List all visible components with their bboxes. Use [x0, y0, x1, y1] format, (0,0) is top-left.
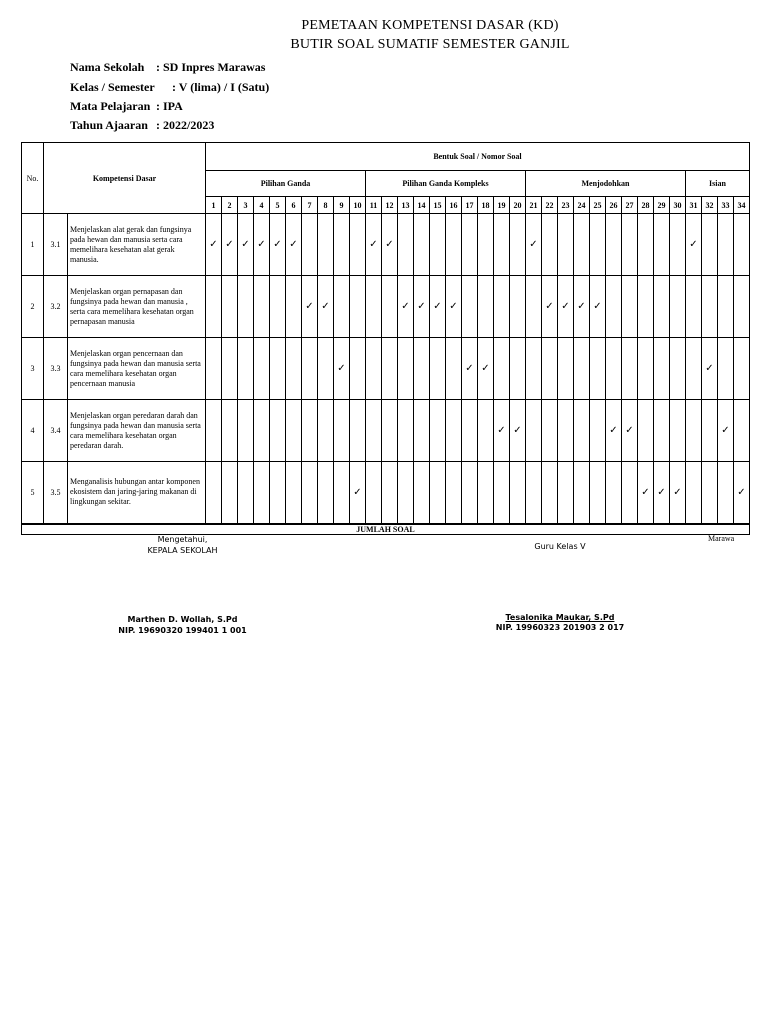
- check-cell: [366, 462, 382, 524]
- row-number: 4: [22, 400, 44, 462]
- check-cell: [654, 214, 670, 276]
- check-cell: [734, 400, 750, 462]
- check-cell: ✓: [526, 214, 542, 276]
- check-cell: [206, 276, 222, 338]
- check-cell: [478, 462, 494, 524]
- check-cell: ✓: [238, 214, 254, 276]
- question-number: 19: [494, 197, 510, 214]
- info-year: [70, 118, 214, 133]
- check-cell: [638, 214, 654, 276]
- check-cell: ✓: [382, 214, 398, 276]
- check-cell: [622, 462, 638, 524]
- check-cell: [302, 338, 318, 400]
- check-cell: [334, 462, 350, 524]
- check-cell: [638, 276, 654, 338]
- check-cell: [334, 400, 350, 462]
- check-cell: [430, 214, 446, 276]
- check-cell: [238, 276, 254, 338]
- check-cell: [670, 214, 686, 276]
- check-cell: [318, 338, 334, 400]
- check-cell: [398, 400, 414, 462]
- question-number: 29: [654, 197, 670, 214]
- check-cell: [558, 400, 574, 462]
- bentuk-soal-header: Bentuk Soal / Nomor Soal: [206, 143, 750, 171]
- check-cell: [526, 462, 542, 524]
- kepala-sekolah-title: KEPALA SEKOLAH: [147, 546, 218, 555]
- check-cell: [206, 462, 222, 524]
- check-cell: [398, 338, 414, 400]
- check-cell: [222, 400, 238, 462]
- check-cell: ✓: [414, 276, 430, 338]
- check-cell: [702, 214, 718, 276]
- guru-kelas-nip: NIP. 19960323 201903 2 017: [495, 623, 625, 632]
- info-value: : 2022/2023: [156, 118, 215, 132]
- kd-description: Menjelaskan alat gerak dan fungsinya pada hewan dan manusia serta cara memelihara kesehatan alat gerak manusia.: [68, 214, 206, 276]
- question-number: 6: [286, 197, 302, 214]
- question-number: 33: [718, 197, 734, 214]
- table-row: [22, 276, 750, 338]
- check-cell: [526, 400, 542, 462]
- question-number: 7: [302, 197, 318, 214]
- table-row: [22, 214, 750, 276]
- check-cell: [622, 214, 638, 276]
- check-cell: [206, 400, 222, 462]
- row-number: 1: [22, 214, 44, 276]
- check-cell: [670, 276, 686, 338]
- check-cell: ✓: [494, 400, 510, 462]
- question-number: 30: [670, 197, 686, 214]
- check-cell: [286, 462, 302, 524]
- check-cell: [510, 462, 526, 524]
- row-number: 3: [22, 338, 44, 400]
- question-number: 12: [382, 197, 398, 214]
- question-number: 16: [446, 197, 462, 214]
- check-cell: [462, 276, 478, 338]
- check-cell: ✓: [222, 214, 238, 276]
- check-cell: [590, 400, 606, 462]
- kd-code: 3.1: [44, 214, 68, 276]
- check-cell: [542, 338, 558, 400]
- check-cell: [670, 400, 686, 462]
- info-school: [70, 60, 265, 75]
- check-cell: [366, 276, 382, 338]
- check-cell: ✓: [718, 400, 734, 462]
- table-row: [22, 462, 750, 524]
- check-cell: [414, 338, 430, 400]
- check-cell: ✓: [334, 338, 350, 400]
- check-cell: [318, 400, 334, 462]
- question-number: 10: [350, 197, 366, 214]
- check-cell: ✓: [702, 338, 718, 400]
- check-cell: [302, 462, 318, 524]
- question-number: 13: [398, 197, 414, 214]
- place-date-partial: Marawa: [708, 534, 735, 543]
- check-cell: [686, 400, 702, 462]
- check-cell: [206, 338, 222, 400]
- check-cell: ✓: [318, 276, 334, 338]
- check-cell: [734, 214, 750, 276]
- check-cell: [286, 400, 302, 462]
- check-cell: [350, 276, 366, 338]
- question-number: 31: [686, 197, 702, 214]
- kd-code: 3.4: [44, 400, 68, 462]
- check-cell: [414, 462, 430, 524]
- kd-mapping-table: [21, 142, 750, 535]
- check-cell: [526, 338, 542, 400]
- check-cell: [254, 400, 270, 462]
- check-cell: [238, 462, 254, 524]
- question-number: 9: [334, 197, 350, 214]
- check-cell: [494, 214, 510, 276]
- check-cell: [382, 400, 398, 462]
- check-cell: [702, 276, 718, 338]
- check-cell: [270, 462, 286, 524]
- check-cell: [478, 214, 494, 276]
- check-cell: [462, 462, 478, 524]
- check-cell: [382, 338, 398, 400]
- check-cell: ✓: [254, 214, 270, 276]
- info-subject: [70, 99, 183, 114]
- check-cell: ✓: [398, 276, 414, 338]
- check-cell: [238, 400, 254, 462]
- check-cell: [494, 462, 510, 524]
- check-cell: [558, 338, 574, 400]
- question-number: 5: [270, 197, 286, 214]
- check-cell: ✓: [622, 400, 638, 462]
- question-number: 22: [542, 197, 558, 214]
- check-cell: [238, 338, 254, 400]
- check-cell: [254, 276, 270, 338]
- check-cell: [606, 276, 622, 338]
- check-cell: [510, 338, 526, 400]
- check-cell: [590, 338, 606, 400]
- check-cell: [638, 400, 654, 462]
- question-number: 28: [638, 197, 654, 214]
- check-cell: [686, 276, 702, 338]
- group-header: Pilihan Ganda Kompleks: [366, 171, 526, 197]
- question-number: 11: [366, 197, 382, 214]
- question-number: 32: [702, 197, 718, 214]
- col-no-header: No.: [22, 143, 44, 214]
- group-header: Pilihan Ganda: [206, 171, 366, 197]
- check-cell: [334, 276, 350, 338]
- check-cell: ✓: [574, 276, 590, 338]
- question-number: 8: [318, 197, 334, 214]
- info-class: [70, 80, 269, 95]
- check-cell: [302, 214, 318, 276]
- document-title: PEMETAAN KOMPETENSI DASAR (KD): [301, 18, 559, 33]
- check-cell: ✓: [542, 276, 558, 338]
- check-cell: [318, 214, 334, 276]
- kd-code: 3.5: [44, 462, 68, 524]
- check-cell: [590, 214, 606, 276]
- info-label: Nama Sekolah: [70, 60, 145, 74]
- question-number: 25: [590, 197, 606, 214]
- check-cell: [606, 214, 622, 276]
- check-cell: ✓: [270, 214, 286, 276]
- check-cell: [398, 462, 414, 524]
- check-cell: ✓: [446, 276, 462, 338]
- check-cell: [398, 214, 414, 276]
- question-number: 17: [462, 197, 478, 214]
- mengetahui-label: Mengetahui,: [157, 535, 208, 544]
- info-value: : IPA: [156, 99, 183, 113]
- check-cell: ✓: [350, 462, 366, 524]
- check-cell: ✓: [734, 462, 750, 524]
- check-cell: [430, 338, 446, 400]
- check-cell: [414, 214, 430, 276]
- check-cell: [446, 214, 462, 276]
- check-cell: [542, 214, 558, 276]
- check-cell: [430, 400, 446, 462]
- check-cell: [446, 462, 462, 524]
- check-cell: ✓: [206, 214, 222, 276]
- col-kd-header: Kompetensi Dasar: [44, 143, 206, 214]
- check-cell: [222, 462, 238, 524]
- check-cell: [350, 214, 366, 276]
- check-cell: [590, 462, 606, 524]
- check-cell: ✓: [670, 462, 686, 524]
- question-number: 27: [622, 197, 638, 214]
- check-cell: ✓: [366, 214, 382, 276]
- check-cell: [734, 276, 750, 338]
- check-cell: ✓: [478, 338, 494, 400]
- check-cell: [606, 462, 622, 524]
- guru-kelas-name: Tesalonika Maukar, S.Pd: [505, 613, 615, 622]
- check-cell: [462, 214, 478, 276]
- check-cell: [702, 400, 718, 462]
- check-cell: [734, 338, 750, 400]
- check-cell: [718, 214, 734, 276]
- check-cell: [702, 462, 718, 524]
- info-label: Mata Pelajaran: [70, 99, 151, 113]
- check-cell: [494, 338, 510, 400]
- info-value: : SD Inpres Marawas: [156, 60, 266, 74]
- check-cell: [382, 276, 398, 338]
- check-cell: [350, 338, 366, 400]
- check-cell: [446, 400, 462, 462]
- check-cell: [414, 400, 430, 462]
- check-cell: [622, 338, 638, 400]
- check-cell: [638, 338, 654, 400]
- check-cell: [574, 400, 590, 462]
- check-cell: [430, 462, 446, 524]
- check-cell: ✓: [590, 276, 606, 338]
- check-cell: [574, 462, 590, 524]
- check-cell: [558, 462, 574, 524]
- kd-code: 3.2: [44, 276, 68, 338]
- kd-description: Menjelaskan organ pencernaan dan fungsinya pada hewan dan manusia serta cara memelihara kesehatan organ pencernaan manusia: [68, 338, 206, 400]
- check-cell: [526, 276, 542, 338]
- check-cell: [270, 400, 286, 462]
- info-label: Tahun Ajaaran: [70, 118, 148, 132]
- check-cell: [654, 276, 670, 338]
- check-cell: [574, 214, 590, 276]
- check-cell: [446, 338, 462, 400]
- info-value: : V (lima) / I (Satu): [172, 80, 270, 94]
- table-row: [22, 400, 750, 462]
- check-cell: [318, 462, 334, 524]
- group-header: Menjodohkan: [526, 171, 686, 197]
- check-cell: [622, 276, 638, 338]
- table-row: [22, 338, 750, 400]
- question-number: 2: [222, 197, 238, 214]
- check-cell: [686, 462, 702, 524]
- kepala-sekolah-name: Marthen D. Wollah, S.Pd: [127, 615, 238, 624]
- check-cell: [718, 338, 734, 400]
- check-cell: ✓: [638, 462, 654, 524]
- check-cell: [606, 338, 622, 400]
- question-number: 4: [254, 197, 270, 214]
- document-subtitle: BUTIR SOAL SUMATIF SEMESTER GANJIL: [290, 37, 570, 52]
- info-label: Kelas / Semester: [70, 80, 155, 94]
- check-cell: [222, 276, 238, 338]
- question-number: 1: [206, 197, 222, 214]
- check-cell: [558, 214, 574, 276]
- check-cell: ✓: [510, 400, 526, 462]
- kd-code: 3.3: [44, 338, 68, 400]
- check-cell: [686, 338, 702, 400]
- check-cell: [654, 400, 670, 462]
- kepala-sekolah-nip: NIP. 19690320 199401 1 001: [118, 626, 247, 635]
- guru-kelas-title: Guru Kelas V: [534, 542, 586, 551]
- check-cell: [494, 276, 510, 338]
- total-row: [22, 524, 750, 535]
- check-cell: [654, 338, 670, 400]
- check-cell: [270, 276, 286, 338]
- question-number: 3: [238, 197, 254, 214]
- check-cell: [222, 338, 238, 400]
- row-number: 5: [22, 462, 44, 524]
- check-cell: [302, 400, 318, 462]
- group-header: Isian: [686, 171, 750, 197]
- question-number: 14: [414, 197, 430, 214]
- check-cell: [462, 400, 478, 462]
- question-number: 18: [478, 197, 494, 214]
- check-cell: [254, 462, 270, 524]
- check-cell: [542, 462, 558, 524]
- check-cell: [478, 276, 494, 338]
- check-cell: [510, 214, 526, 276]
- table-header-row: [22, 143, 750, 171]
- check-cell: [478, 400, 494, 462]
- check-cell: [366, 338, 382, 400]
- check-cell: [350, 400, 366, 462]
- question-number: 34: [734, 197, 750, 214]
- check-cell: [718, 276, 734, 338]
- question-number: 20: [510, 197, 526, 214]
- check-cell: [718, 462, 734, 524]
- check-cell: ✓: [430, 276, 446, 338]
- question-number: 24: [574, 197, 590, 214]
- check-cell: [286, 276, 302, 338]
- check-cell: ✓: [606, 400, 622, 462]
- row-number: 2: [22, 276, 44, 338]
- check-cell: ✓: [558, 276, 574, 338]
- kd-description: Menganalisis hubungan antar komponen ekosistem dan jaring-jaring makanan di lingkungan sekitar.: [68, 462, 206, 524]
- check-cell: [382, 462, 398, 524]
- check-cell: [254, 338, 270, 400]
- check-cell: [270, 338, 286, 400]
- check-cell: ✓: [462, 338, 478, 400]
- kd-description: Menjelaskan organ peredaran darah dan fungsinya pada hewan dan manusia serta cara memelihara kesehatan organ peredaran darah.: [68, 400, 206, 462]
- check-cell: [670, 338, 686, 400]
- check-cell: ✓: [302, 276, 318, 338]
- total-label: JUMLAH SOAL: [22, 524, 750, 535]
- check-cell: [542, 400, 558, 462]
- check-cell: ✓: [286, 214, 302, 276]
- question-number: 26: [606, 197, 622, 214]
- check-cell: [574, 338, 590, 400]
- question-number: 15: [430, 197, 446, 214]
- question-number: 21: [526, 197, 542, 214]
- check-cell: [510, 276, 526, 338]
- check-cell: [286, 338, 302, 400]
- check-cell: ✓: [654, 462, 670, 524]
- check-cell: ✓: [686, 214, 702, 276]
- check-cell: [366, 400, 382, 462]
- kd-description: Menjelaskan organ pernapasan dan fungsinya pada hewan dan manusia , serta cara memelihara kesehatan organ pernapasan manusia: [68, 276, 206, 338]
- check-cell: [334, 214, 350, 276]
- question-number: 23: [558, 197, 574, 214]
